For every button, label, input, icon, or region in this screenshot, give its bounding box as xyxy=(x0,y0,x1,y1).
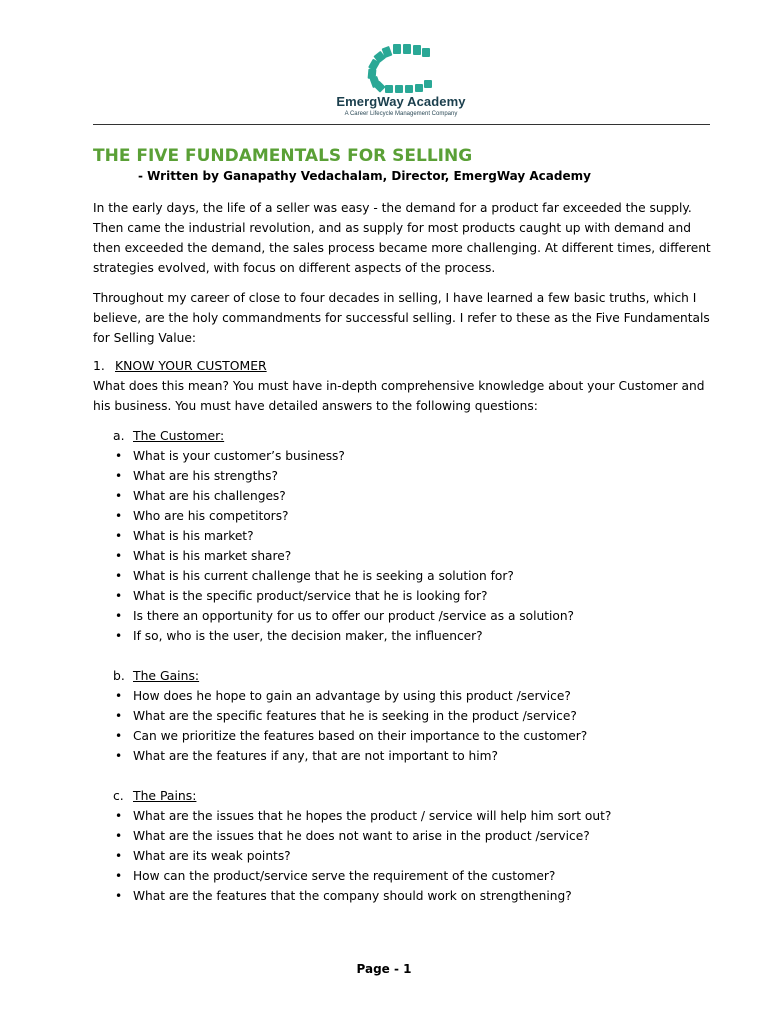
list-item: • What are the issues that he hopes the product / service will help him sort out? xyxy=(113,806,713,826)
section-number: 1. xyxy=(93,358,105,373)
list-item: • What are his challenges? xyxy=(113,486,713,506)
list-item: • If so, who is the user, the decision maker, the influencer? xyxy=(113,626,713,646)
subsection-letter: c. xyxy=(113,788,124,803)
subsection-title: The Gains: xyxy=(133,668,200,683)
list-item: • What are the features if any, that are not important to him? xyxy=(113,746,713,766)
section-1-heading xyxy=(93,356,713,376)
list-item: • How does he hope to gain an advantage by using this product /service? xyxy=(113,686,713,706)
subsection-letter: b. xyxy=(113,668,125,683)
list-item: • Is there an opportunity for us to offer our product /service as a solution? xyxy=(113,606,713,626)
list-item: • What is his current challenge that he is seeking a solution for? xyxy=(113,566,713,586)
list-item: • What is his market share? xyxy=(113,546,713,566)
header-divider xyxy=(93,124,710,125)
logo-tagline: A Career Lifecycle Management Company xyxy=(344,111,458,117)
list-item: • What is your customer’s business? xyxy=(113,446,713,466)
intro-paragraph-2: Throughout my career of close to four decades in selling, I have learned a few basic truths, which I believe, are the holy commandments for successful selling. I refer to these as the Five Fundamentals for Selling Value: xyxy=(93,291,710,345)
list-item: • Who are his competitors? xyxy=(113,506,713,526)
list-item: • How can the product/service serve the requirement of the customer? xyxy=(113,866,713,886)
subsection-a-heading xyxy=(113,426,713,446)
document-title: THE FIVE FUNDAMENTALS FOR SELLING xyxy=(93,146,473,166)
list-item: • What are his strengths? xyxy=(113,466,713,486)
list-item: • What is the specific product/service that he is looking for? xyxy=(113,586,713,606)
subsection-b-heading xyxy=(113,666,713,686)
subsection-c-heading xyxy=(113,786,713,806)
subsection-title: The Pains: xyxy=(133,788,197,803)
list-item: • What are the features that the company should work on strengthening? xyxy=(113,886,713,906)
author-byline: - Written by Ganapathy Vedachalam, Director, EmergWay Academy xyxy=(138,169,591,183)
subsection-letter: a. xyxy=(113,428,125,443)
list-item: • What are the specific features that he is seeking in the product /service? xyxy=(113,706,713,726)
section-1-intro: What does this mean? You must have in-depth comprehensive knowledge about your Customer and his business. You must have detailed answers to the following questions: xyxy=(93,379,705,413)
logo-company-name: EmergWay Academy xyxy=(336,94,466,109)
list-item: • Can we prioritize the features based on their importance to the customer? xyxy=(113,726,713,746)
section-title: KNOW YOUR CUSTOMER xyxy=(115,358,267,373)
document-body xyxy=(93,146,713,906)
pains-question-list xyxy=(113,806,713,906)
list-item: • What are its weak points? xyxy=(113,846,713,866)
emergway-c-logo-icon xyxy=(364,42,438,94)
page-number: Page - 1 xyxy=(356,962,412,976)
subsection-title: The Customer: xyxy=(133,428,225,443)
list-item: • What is his market? xyxy=(113,526,713,546)
customer-question-list xyxy=(113,446,713,646)
gains-question-list xyxy=(113,686,713,766)
company-logo xyxy=(327,42,475,120)
intro-paragraph-1: In the early days, the life of a seller was easy - the demand for a product far exceeded the supply. Then came the industrial revolution, and as supply for most products caught up with demand and then exceeded the demand, the sales process became more challenging. At different times, different strategies evolved, with focus on different aspects of the process. xyxy=(93,201,711,275)
list-item: • What are the issues that he does not want to arise in the product /service? xyxy=(113,826,713,846)
